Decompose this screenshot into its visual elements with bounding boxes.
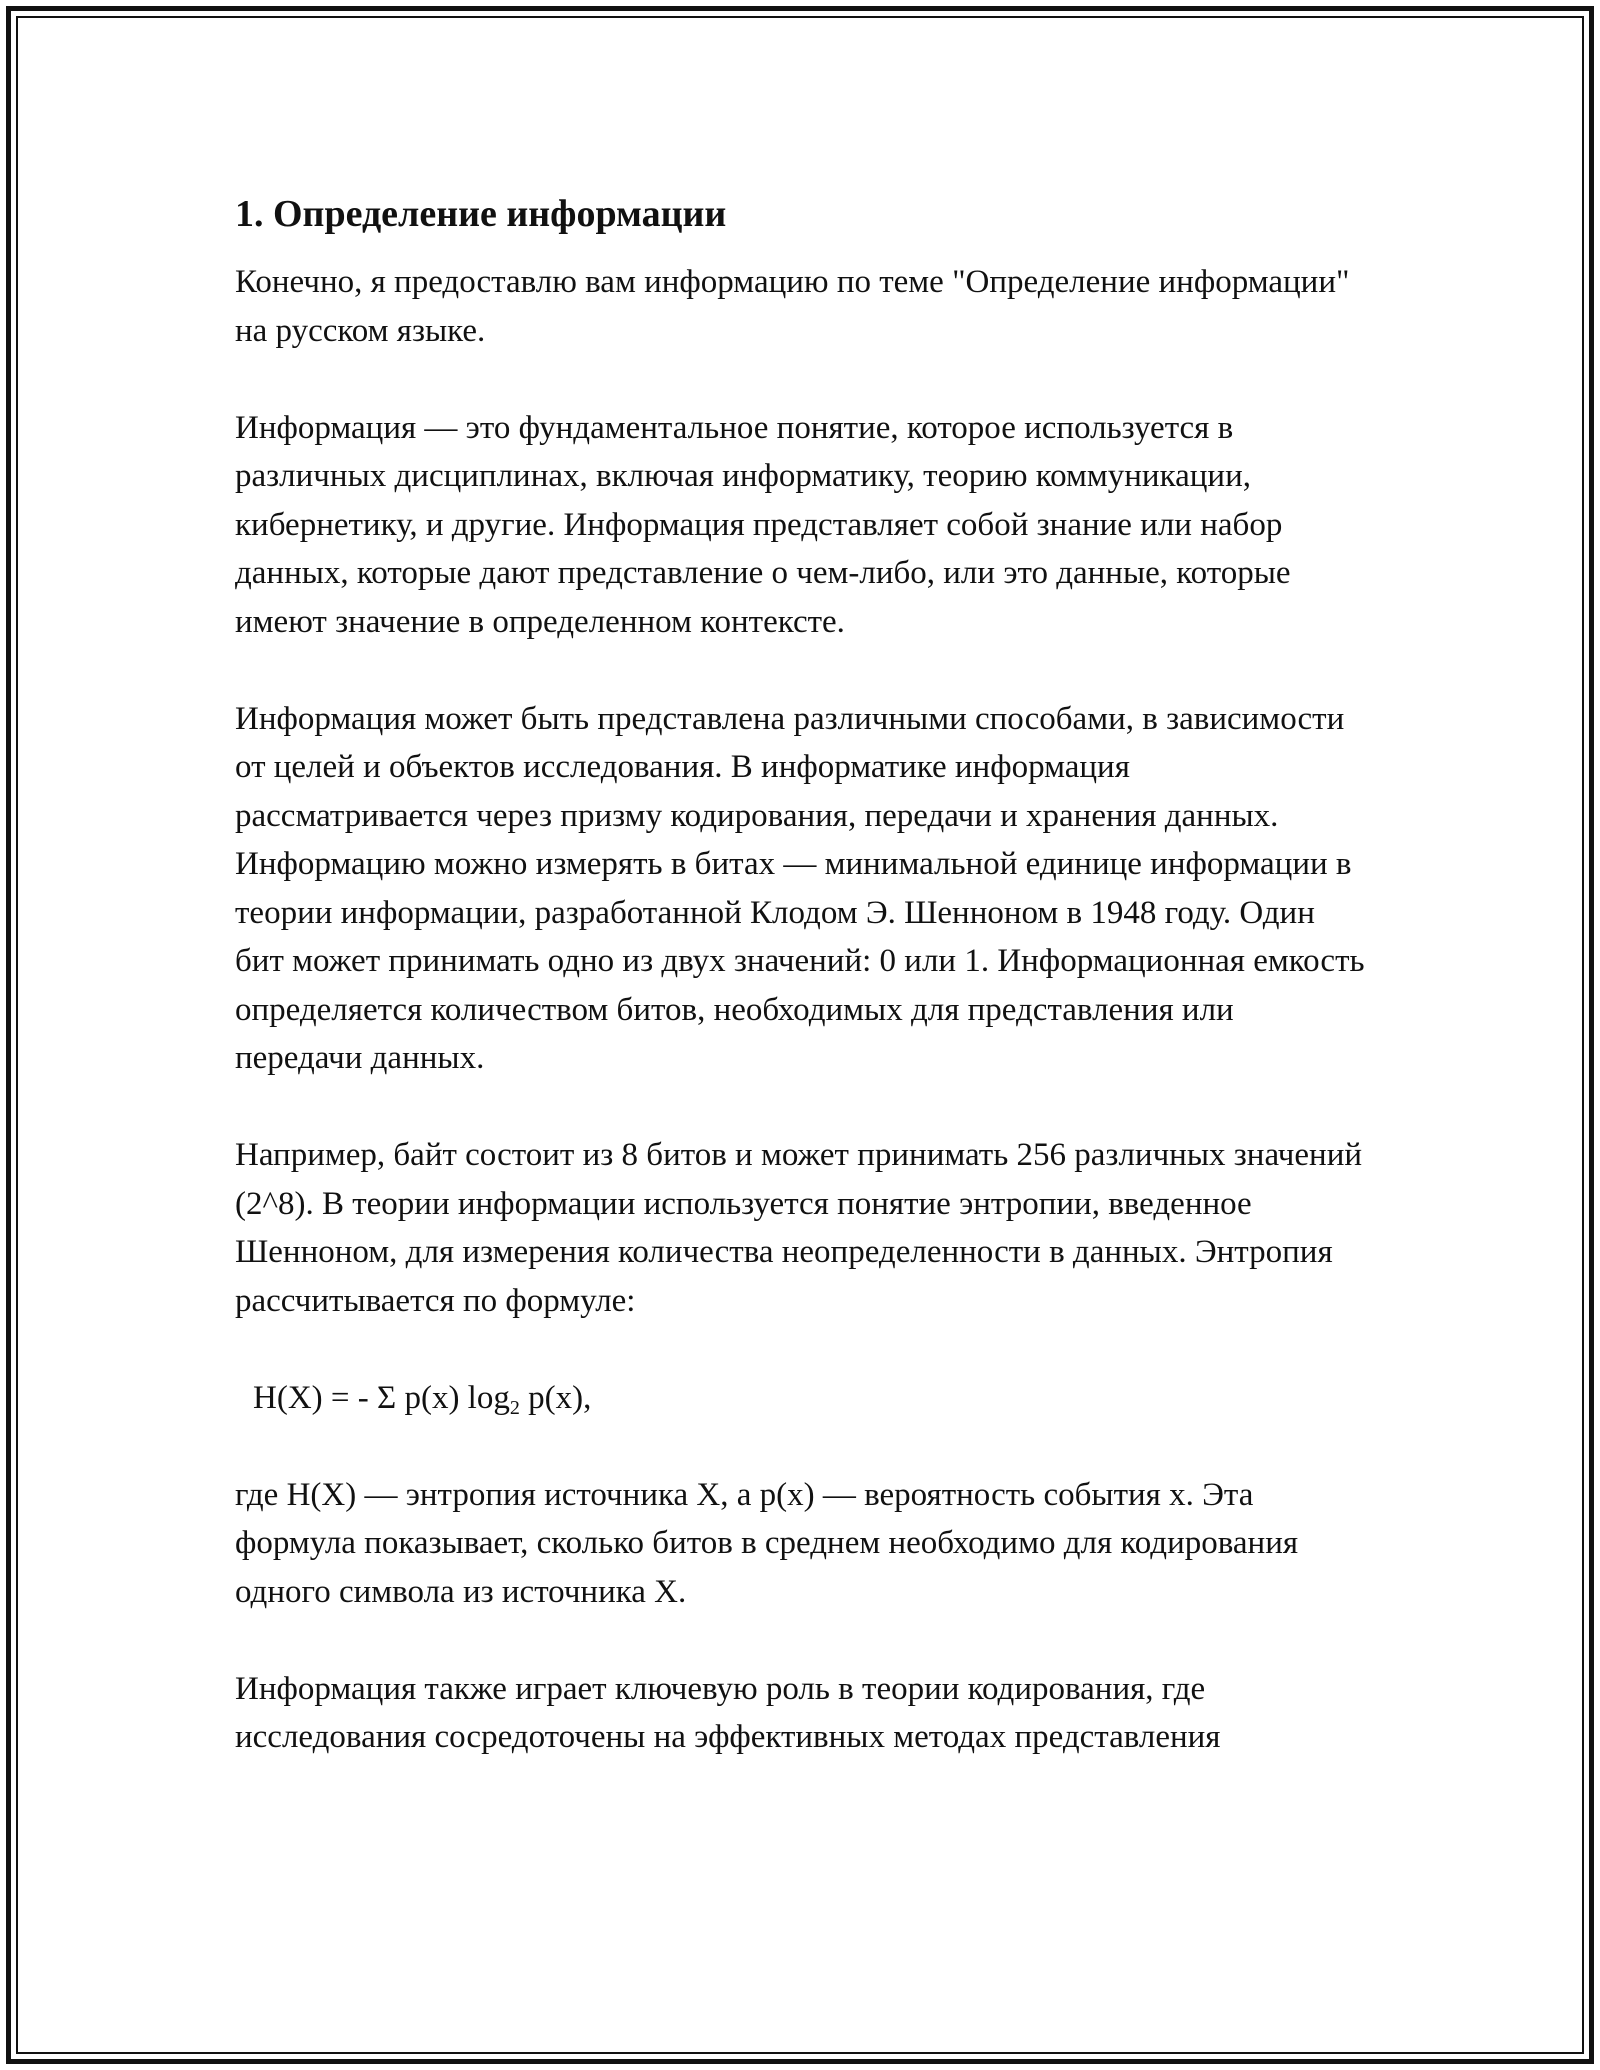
paragraph-entropy: Например, байт состоит из 8 битов и может принимать 256 различных значений (2^8). В теории информации используется понятие энтропии, введенное Шенноном, для измерения количества неопределенности в данных. Энтропия рассчитывается по формуле: <box>235 1137 1363 1319</box>
paragraph-intro: Конечно, я предоставлю вам информацию по теме "Определение информации" на русском языке. <box>235 264 1350 349</box>
formula-main: H(X) = - Σ p(x) log <box>253 1379 510 1416</box>
paragraph-representation: Информация может быть представлена различными способами, в зависимости от целей и объектов исследования. В информатике информация рассматривается через призму кодирования, передачи и хранения данных. Информацию можно измерять в битах — минимальной единице информации в теории информации, разработанной Клодом Э. Шенноном в 1948 году. Один бит может принимать одно из двух значений: 0 или 1. Информационная емкость определяется количеством битов, необходимых для представления или передачи данных. <box>235 700 1365 1076</box>
paragraph-formula-explanation: где H(X) — энтропия источника X, а p(x) — вероятность события x. Эта формула показывает, сколько битов в среднем необходимо для кодирования одного символа из источника X. <box>235 1476 1299 1610</box>
paragraph-definition: Информация — это фундаментальное понятие, которое используется в различных дисциплинах, включая информатику, теорию коммуникации, кибернетику, и другие. Информация представляет собой знание или набор данных, которые дают представление о чем-либо, или это данные, которые имеют значение в определенном контексте. <box>235 409 1291 640</box>
paragraph-coding: Информация также играет ключевую роль в теории кодирования, где исследования сосредоточены на эффективных методах представления <box>235 1670 1221 1755</box>
document-body <box>235 188 1365 1810</box>
entropy-formula <box>253 1374 1365 1423</box>
formula-subscript: 2 <box>509 1396 520 1419</box>
section-title: 1. Определение информации <box>235 193 727 235</box>
formula-tail: p(x), <box>519 1379 592 1416</box>
